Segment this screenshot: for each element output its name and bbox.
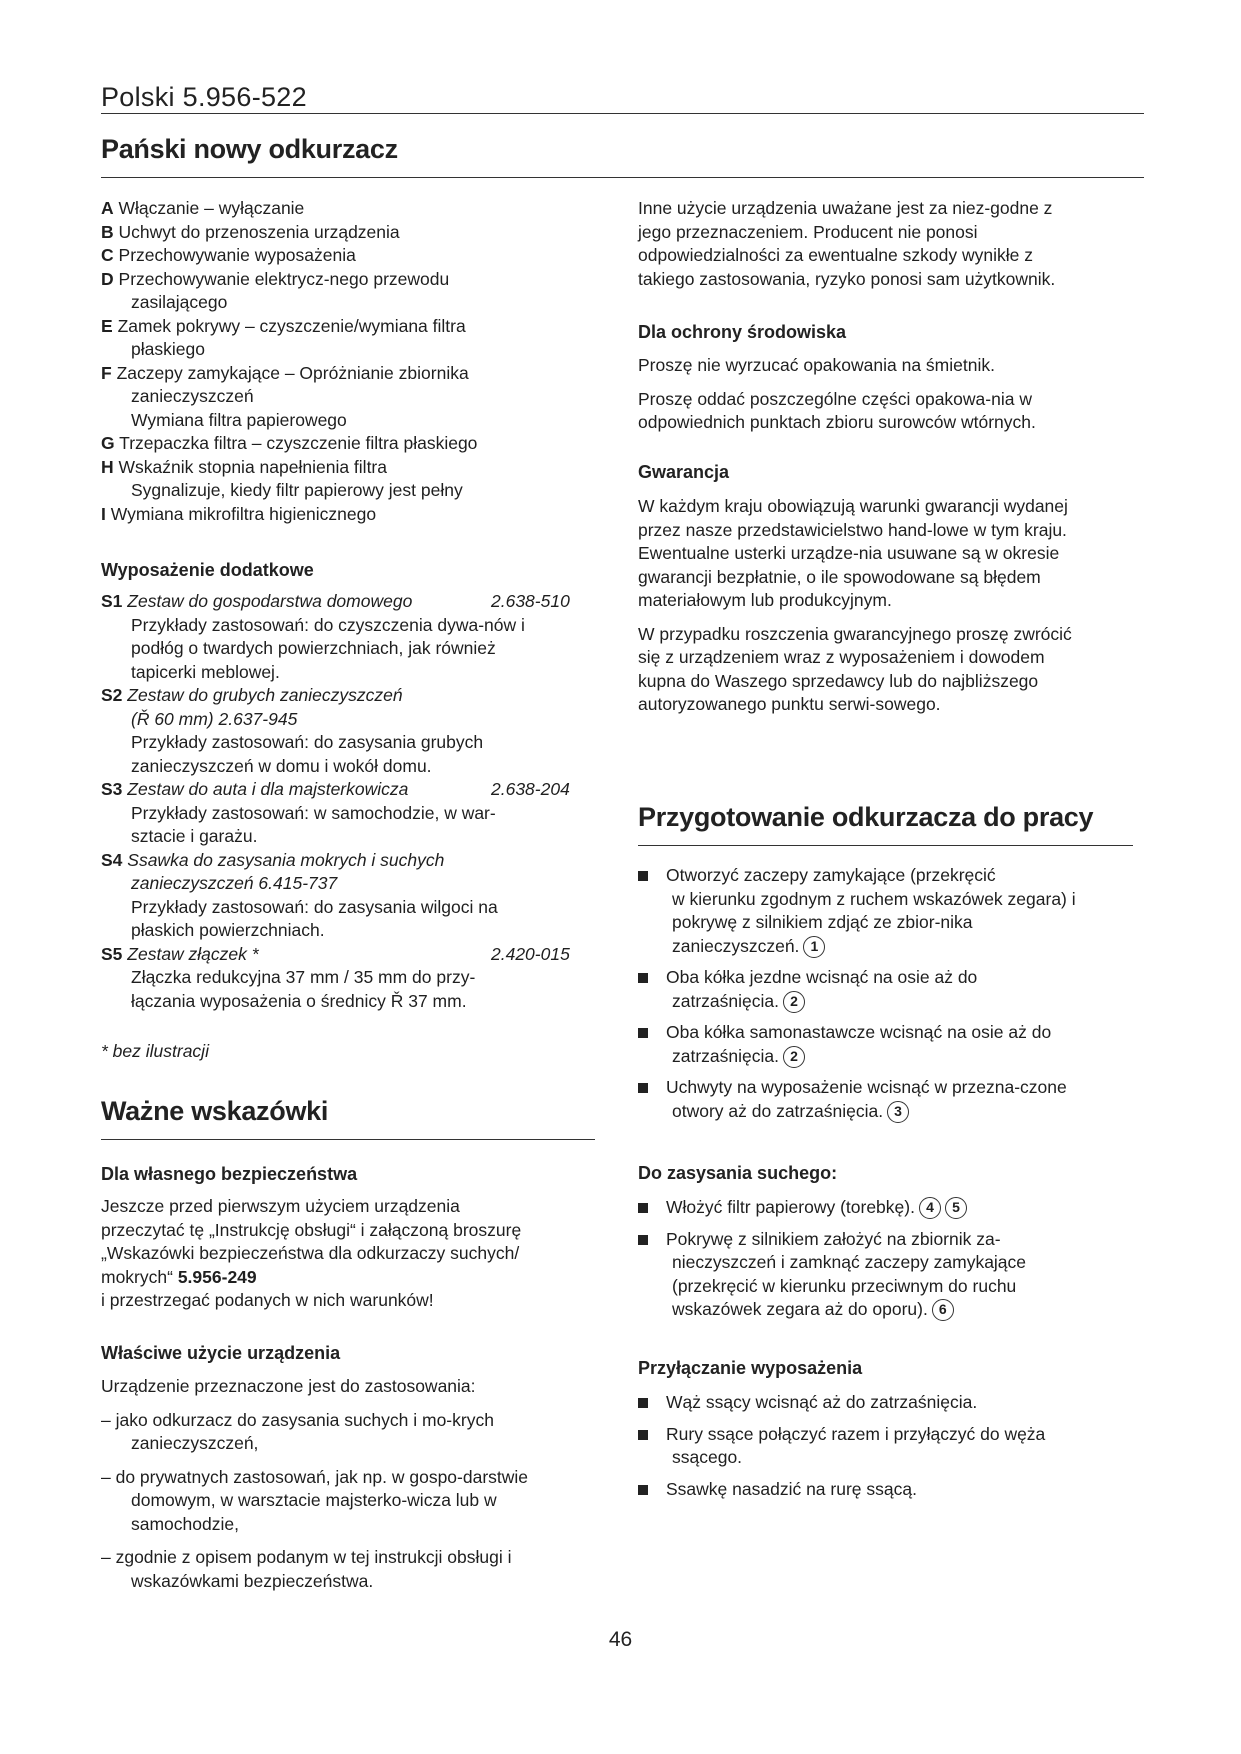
accessory-name-cont <box>101 872 591 896</box>
warranty-paragraph <box>638 623 1148 717</box>
component-text: Wskaźnik stopnia napełnienia filtra <box>118 456 387 477</box>
accessory-name-wrap <box>101 684 491 708</box>
bullet-square-icon <box>638 1398 648 1408</box>
bullet-line-text: zatrzaśnięcia. <box>672 990 779 1011</box>
bullet-line <box>666 1045 1148 1069</box>
component-letter: A <box>101 198 114 218</box>
bullet-text <box>666 1423 1148 1470</box>
accessory-desc: tapicerki meblowej. <box>131 661 280 682</box>
bullet-line-text: w kierunku zgodnym z ruchem wskazówek zegara) i <box>672 888 1076 909</box>
bullet-square-icon <box>638 1203 648 1213</box>
accessory-number: 2.638-204 <box>491 779 570 799</box>
accessories-title: Wyposażenie dodatkowe <box>101 560 314 580</box>
use-item-line: domowym, w warsztacie majsterko-wicza lub w <box>131 1490 497 1510</box>
bullet-line <box>666 1076 1148 1100</box>
page-number: 46 <box>608 1628 633 1651</box>
environment-paragraph: Proszę nie wyrzucać opakowania na śmietnik. <box>638 355 995 375</box>
bullet-line-text: pokrywę z silnikiem zdjąć ze zbior-nika <box>672 912 973 932</box>
safety-line: mokrych“ <box>101 1266 173 1287</box>
bullet-text <box>666 1228 1148 1322</box>
paragraph-line: odpowiedzialności za ewentualne szkody wynikłe z <box>638 245 1033 265</box>
bullet-line <box>666 864 1148 888</box>
component-letter: F <box>101 362 112 383</box>
accessory-name: Zestaw złączek * <box>127 943 259 964</box>
use-item-line: – jako odkurzacz do zasysania suchych i mo-krych <box>101 1409 494 1430</box>
component-text: zanieczyszczeń <box>131 386 254 406</box>
bullet-text <box>666 1478 1148 1502</box>
component-letter: I <box>101 503 106 524</box>
bullet-line-text: (przekręcić w kierunku przeciwnym do ruchu <box>672 1275 1017 1296</box>
paragraph-line: Ewentualne usterki urządze-nia usuwane są w okresie <box>638 543 1060 563</box>
accessory-code: S5 <box>101 943 123 964</box>
component-text: Przechowywanie elektrycz-nego przewodu <box>118 268 450 289</box>
component-text: Przechowywanie wyposażenia <box>118 245 356 265</box>
figure-ref-icon: 5 <box>945 1197 967 1219</box>
bullet-line <box>666 1251 1148 1275</box>
component-text: Sygnalizuje, kiedy filtr papierowy jest pełny <box>131 480 463 500</box>
accessory-item <box>101 849 591 943</box>
bullet-line <box>666 1275 1148 1299</box>
use-item-line: – do prywatnych zastosowań, jak np. w gospo-darstwie <box>101 1466 529 1487</box>
accessory-code: S1 <box>101 591 123 611</box>
accessory-name-wrap <box>101 849 491 873</box>
bullet-text <box>666 1021 1148 1068</box>
bullet-line-text: Uchwyty na wyposażenie wcisnąć w przezna-czone <box>666 1077 1067 1097</box>
component-row <box>101 432 601 456</box>
bullet-square-icon <box>638 973 648 983</box>
safety-title: Dla własnego bezpieczeństwa <box>101 1164 358 1184</box>
figure-ref-icon: 6 <box>932 1299 954 1321</box>
use-item <box>101 1466 601 1537</box>
accessory-desc: Przykłady zastosowań: do zasysania grubych <box>131 732 484 752</box>
use-items-list <box>101 1409 601 1594</box>
bullet-line-text: zanieczyszczeń. <box>672 935 800 956</box>
paragraph-line: W każdym kraju obowiązują warunki gwarancji wydanej <box>638 496 1068 516</box>
page-header <box>101 80 1144 114</box>
bullet-text <box>666 1076 1148 1123</box>
paragraph-line: kupna do Waszego sprzedawcy lub do najbliższego <box>638 670 1039 691</box>
environment-paragraph <box>638 388 1148 435</box>
warranty-title: Gwarancja <box>638 462 730 482</box>
bullet-line-text: Rury ssące połączyć razem i przyłączyć do węża <box>666 1423 1046 1444</box>
component-row <box>101 268 601 292</box>
bullet-line <box>666 1478 1148 1502</box>
component-row <box>101 221 601 245</box>
paragraph-line: takiego zastosowania, ryzyko ponosi sam użytkownik. <box>638 268 1056 289</box>
bullet-square-icon <box>638 1083 648 1093</box>
component-row <box>101 338 601 362</box>
use-item <box>101 1409 601 1456</box>
component-row <box>101 456 601 480</box>
bullet-line-text: zatrzaśnięcia. <box>672 1045 779 1066</box>
bullet-line <box>666 1228 1148 1252</box>
main-title-text: Pański nowy odkurzacz <box>101 134 398 164</box>
bullet-line <box>666 1391 1148 1415</box>
bullet-line <box>666 911 1148 935</box>
bullet-line-text: otwory aż do zatrzaśnięcia. <box>672 1100 884 1121</box>
bullet-square-icon <box>638 1485 648 1495</box>
component-row <box>101 503 601 527</box>
figure-ref-icon: 2 <box>783 991 805 1013</box>
accessory-name-wrap <box>101 778 491 802</box>
figure-ref-icon: 2 <box>783 1046 805 1068</box>
use-item-line: – zgodnie z opisem podanym w tej instrukcji obsługi i <box>101 1547 512 1567</box>
accessory-name-cont <box>101 708 591 732</box>
component-row <box>101 315 601 339</box>
safety-line: Jeszcze przed pierwszym użyciem urządzenia <box>101 1196 460 1216</box>
use-item-line: zanieczyszczeń, <box>131 1433 259 1453</box>
component-text: Wymiana filtra papierowego <box>131 409 347 430</box>
safety-line: przeczytać tę „Instrukcję obsługi“ i załączoną broszurę <box>101 1219 522 1240</box>
accessory-head <box>101 849 591 873</box>
prep-list <box>638 864 1148 1131</box>
accessory-name: Ssawka do zasysania mokrych i suchych <box>127 849 445 870</box>
accessory-item <box>101 590 591 684</box>
brochure-number: 5.956-249 <box>177 1266 257 1287</box>
bullet-square-icon <box>638 1028 648 1038</box>
paragraph-line: się z urządzeniem wraz z wyposażeniem i dowodem <box>638 647 1045 667</box>
bullet-line-text: Włożyć filtr papierowy (torebkę). <box>666 1197 915 1217</box>
prep-title-text: Przygotowanie odkurzacza do pracy <box>638 802 1094 832</box>
component-row <box>101 362 601 386</box>
bullet-text <box>666 966 1148 1013</box>
paragraph-line: W przypadku roszczenia gwarancyjnego proszę zwrócić <box>638 623 1072 644</box>
bullet-item <box>638 1076 1148 1123</box>
accessory-desc: płaskich powierzchniach. <box>131 920 325 940</box>
component-row <box>101 291 601 315</box>
bullet-line <box>666 1298 1148 1322</box>
prep-title <box>638 802 1133 846</box>
environment-section <box>638 354 1148 435</box>
bullet-line-text: ssącego. <box>672 1447 743 1467</box>
bullet-text <box>666 1196 1148 1220</box>
accessory-number <box>491 684 591 708</box>
component-letter: E <box>101 315 113 336</box>
bullet-item <box>638 966 1148 1013</box>
component-letter: B <box>101 221 114 242</box>
accessory-name-wrap <box>101 943 491 967</box>
accessory-desc: sztacie i garażu. <box>131 826 258 846</box>
safety-line: „Wskazówki bezpieczeństwa dla odkurzaczy suchych/ <box>101 1243 520 1263</box>
paragraph-line: materiałowym lub produkcyjnym. <box>638 590 892 610</box>
bullet-text <box>666 1391 1148 1415</box>
bullet-line <box>666 1100 1148 1124</box>
connection-list <box>638 1391 1148 1509</box>
accessory-desc: łączania wyposażenia o średnicy Ř 37 mm. <box>131 990 467 1011</box>
component-letter: G <box>101 433 115 453</box>
use-intro: Urządzenie przeznaczone jest do zastosowania: <box>101 1376 476 1396</box>
accessory-desc: Przykłady zastosowań: do zasysania wilgoci na <box>131 896 498 917</box>
accessory-number: 2.638-510 <box>491 591 570 611</box>
bullet-item <box>638 1196 1148 1220</box>
accessory-code: S2 <box>101 685 123 705</box>
accessory-head <box>101 590 591 614</box>
accessory-code: S3 <box>101 779 123 799</box>
bullet-line <box>666 1196 1148 1220</box>
figure-ref-icon: 3 <box>887 1101 909 1123</box>
bullet-line <box>666 966 1148 990</box>
component-row <box>101 244 601 268</box>
accessory-item <box>101 778 591 849</box>
components-list <box>101 197 601 526</box>
bullet-item <box>638 1228 1148 1322</box>
main-title <box>101 134 1144 178</box>
figure-ref-icon: 1 <box>803 936 825 958</box>
paragraph-line: Inne użycie urządzenia uważane jest za niez-godne z <box>638 198 1053 218</box>
accessory-head <box>101 684 591 708</box>
important-title-text: Ważne wskazówki <box>101 1096 329 1126</box>
use-title: Właściwe użycie urządzenia <box>101 1343 341 1363</box>
accessory-number: 2.420-015 <box>491 943 570 964</box>
bullet-item <box>638 1478 1148 1502</box>
component-row <box>101 409 601 433</box>
component-text: Zamek pokrywy – czyszczenie/wymiana filtra <box>117 315 466 336</box>
component-text: Trzepaczka filtra – czyszczenie filtra płaskiego <box>119 433 478 453</box>
paragraph-line: autoryzowanego punktu serwi-sowego. <box>638 694 941 714</box>
paragraph-line: jego przeznaczeniem. Producent nie ponosi <box>638 221 978 242</box>
environment-title: Dla ochrony środowiska <box>638 322 847 342</box>
component-text: płaskiego <box>131 339 205 359</box>
accessory-desc: zanieczyszczeń w domu i wokół domu. <box>131 755 432 776</box>
component-letter: H <box>101 456 114 477</box>
important-title <box>101 1096 595 1140</box>
bullet-text <box>666 864 1148 958</box>
component-row <box>101 385 601 409</box>
accessory-name-line: (Ř 60 mm) 2.637-945 <box>131 708 298 729</box>
paragraph-line: Proszę oddać poszczególne części opakowa-nia w <box>638 388 1032 409</box>
connection-title: Przyłączanie wyposażenia <box>638 1358 863 1378</box>
bullet-line-text: Pokrywę z silnikiem założyć na zbiornik za- <box>666 1228 1001 1249</box>
accessory-name-wrap <box>101 590 491 614</box>
bullet-line-text: Wąż ssący wcisnąć aż do zatrzaśnięcia. <box>666 1392 978 1412</box>
warranty-paragraph <box>638 495 1148 613</box>
bullet-line <box>666 990 1148 1014</box>
bullet-item <box>638 1423 1148 1470</box>
safety-paragraph <box>101 1195 601 1313</box>
bullet-line <box>666 1021 1148 1045</box>
use-item <box>101 1546 601 1593</box>
component-letter: C <box>101 245 114 265</box>
bullet-line-text: wskazówek zegara aż do oporu). <box>672 1299 928 1319</box>
accessory-number <box>491 849 591 873</box>
bullet-square-icon <box>638 1235 648 1245</box>
paragraph-line: przez nasze przedstawicielstwo hand-lowe w tym kraju. <box>638 519 1067 540</box>
accessory-item <box>101 943 591 1014</box>
accessory-desc: Złączka redukcyjna 37 mm / 35 mm do przy- <box>131 967 476 987</box>
accessory-desc: podłóg o twardych powierzchniach, jak również <box>131 638 496 658</box>
paragraph-line: gwarancji bezpłatnie, o ile spowodowane są błędem <box>638 566 1041 587</box>
accessory-head <box>101 943 591 967</box>
component-row <box>101 197 601 221</box>
bullet-item <box>638 1021 1148 1068</box>
accessory-head <box>101 778 591 802</box>
accessory-item <box>101 684 591 778</box>
bullet-line-text: nieczyszczeń i zamknąć zaczepy zamykające <box>672 1252 1027 1272</box>
figure-ref-icon: 4 <box>919 1197 941 1219</box>
bullet-item <box>638 1391 1148 1415</box>
use-item-line: samochodzie, <box>131 1513 239 1534</box>
footnote: * bez ilustracji <box>101 1041 209 1061</box>
dry-list <box>638 1196 1148 1330</box>
bullet-line-text: Oba kółka jezdne wcisnąć na osie aż do <box>666 967 978 987</box>
bullet-line-text: Oba kółka samonastawcze wcisnąć na osie aż do <box>666 1022 1052 1042</box>
component-text: Uchwyt do przenoszenia urządzenia <box>118 221 400 242</box>
bullet-line <box>666 888 1148 912</box>
component-text: Zaczepy zamykające – Opróżnianie zbiornika <box>116 362 469 383</box>
use-item-line: wskazówkami bezpieczeństwa. <box>131 1570 374 1591</box>
accessory-code: S4 <box>101 849 123 870</box>
component-text: Wymiana mikrofiltra higienicznego <box>110 503 377 524</box>
component-text: zasilającego <box>131 292 228 312</box>
accessory-desc: Przykłady zastosowań: w samochodzie, w war- <box>131 802 496 823</box>
bullet-square-icon <box>638 871 648 881</box>
accessory-name-line: zanieczyszczeń 6.415-737 <box>131 873 338 893</box>
component-text: Włączanie – wyłączanie <box>118 198 305 218</box>
bullet-line-text: Ssawkę nasadzić na rurę ssącą. <box>666 1478 917 1499</box>
bullet-line <box>666 1423 1148 1447</box>
bullet-line-text: Otworzyć zaczepy zamykające (przekręcić <box>666 865 996 885</box>
use-section <box>101 1375 601 1603</box>
bullet-line <box>666 1446 1148 1470</box>
warranty-section <box>638 495 1148 717</box>
accessory-name: Zestaw do grubych zanieczyszczeń <box>127 685 403 705</box>
paragraph-line: odpowiednich punktach zbioru surowców wtórnych. <box>638 412 1036 432</box>
component-letter: D <box>101 268 114 289</box>
bullet-square-icon <box>638 1430 648 1440</box>
bullet-line <box>666 935 1148 959</box>
accessories-list <box>101 590 591 1013</box>
accessory-name: Zestaw do gospodarstwa domowego <box>127 591 413 611</box>
header-title: Polski 5.956-522 <box>101 82 307 112</box>
accessory-desc: Przykłady zastosowań: do czyszczenia dywa-nów i <box>131 614 525 635</box>
component-row <box>101 479 601 503</box>
bullet-item <box>638 864 1148 958</box>
misuse-paragraph <box>638 197 1148 291</box>
safety-line: i przestrzegać podanych w nich warunków! <box>101 1290 434 1310</box>
dry-title: Do zasysania suchego: <box>638 1163 838 1183</box>
accessory-name: Zestaw do auta i dla majsterkowicza <box>127 779 409 799</box>
